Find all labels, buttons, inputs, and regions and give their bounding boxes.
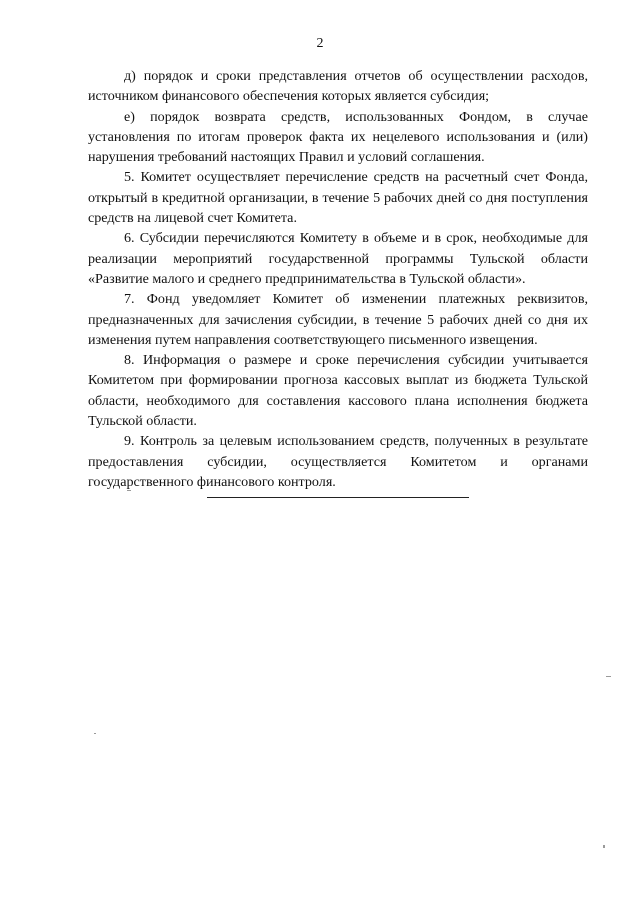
paragraph-subitem-e: е) порядок возврата средств, использованных Фондом, в случае установления по итогам проверок факта их нецелевого использования и (или) нарушения требований настоящих Правил и условий соглашения.	[88, 108, 588, 166]
paragraph-8: 8. Информация о размере и сроке перечисления субсидии учитывается Комитетом при формировании прогноза кассовых выплат из бюджета Тульской области, необходимого для составления кассового плана исполнения бюджета Тульской области.	[88, 352, 588, 430]
paragraph-7: 7. Фонд уведомляет Комитет об изменении платежных реквизитов, предназначенных для зачисления субсидии, в течение 5 рабочих дней со дня их изменения путем направления соответствующего письменного извещения.	[88, 291, 588, 348]
page-number: 2	[316, 36, 324, 51]
scan-speck	[94, 733, 96, 734]
scan-speck	[606, 676, 611, 677]
document-body	[88, 66, 588, 492]
paragraph-9: 9. Контроль за целевым использованием средств, полученных в результате предоставления субсидии, осуществляется Комитетом и органами государственного финансового контроля.	[88, 433, 588, 490]
paragraph-subitem-d: д) порядок и сроки представления отчетов об осуществлении расходов, источником финансового обеспечения которых является субсидия;	[88, 68, 588, 105]
scan-speck	[127, 490, 131, 491]
paragraph-6: 6. Субсидии перечисляются Комитету в объеме и в срок, необходимые для реализации мероприятий государственной программы Тульской области «Развитие малого и среднего предпринимательства в Тульской области».	[88, 230, 588, 287]
scan-speck	[603, 845, 605, 848]
closing-divider-line	[207, 497, 469, 498]
paragraph-5: 5. Комитет осуществляет перечисление средств на расчетный счет Фонда, открытый в кредитной организации, в течение 5 рабочих дней со дня поступления средств на лицевой счет Комитета.	[88, 169, 588, 227]
